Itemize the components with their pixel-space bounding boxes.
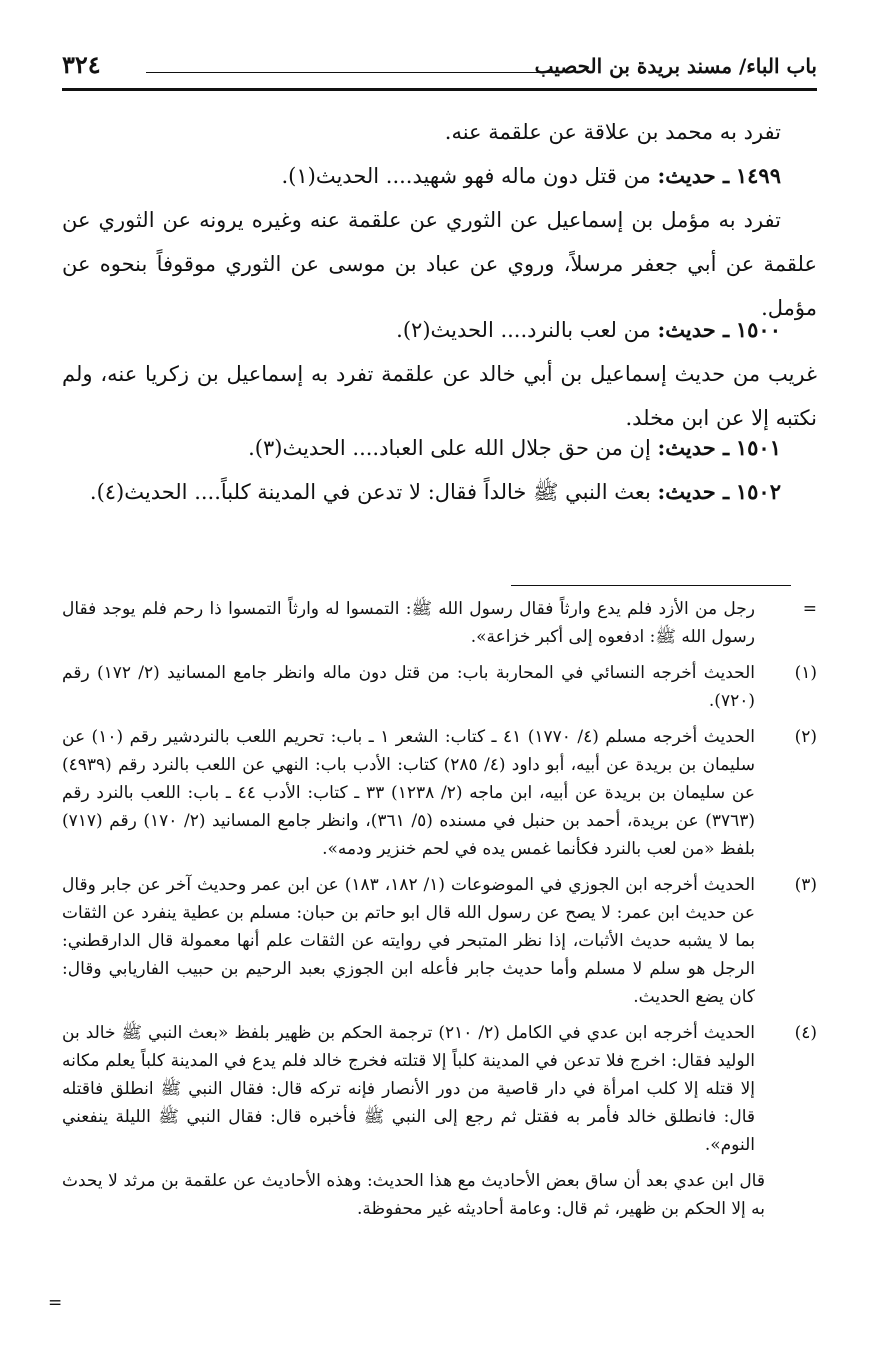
hadith-1500	[62, 308, 817, 352]
hadith-text: بعث النبي ﷺ خالداً فقال: لا تدعن في المدينة كلباً.... الحديث(٤).	[89, 480, 651, 504]
footnote-4	[62, 1019, 817, 1159]
header-rule	[62, 88, 817, 91]
hadith-number: ١٥٠٢	[735, 479, 781, 504]
hadith-number: ١٤٩٩	[735, 163, 781, 188]
hadith-label: ـ حديث:	[657, 479, 730, 504]
hadith-1501	[62, 426, 817, 470]
hadith-text: من لعب بالنرد.... الحديث(٢).	[396, 318, 651, 342]
footnote-separator	[511, 585, 791, 586]
hadith-1502	[62, 470, 817, 558]
footnote-3	[62, 871, 817, 1011]
running-header	[62, 50, 817, 86]
footnote-text: الحديث أخرجه مسلم (٤/ ١٧٧٠) ٤١ ـ كتاب: الشعر ١ ـ باب: تحريم اللعب بالنردشير رقم (١٠) عن سليمان بن بريدة عن أبيه، أبو داود (٤/ ٢٨٥) كتاب: الأدب باب: النهي عن اللعب بالنرد رقم (٤٩٣٩) عن سليمان بن بريدة عن أبيه، ابن ماجه (٢/ ١٢٣٨) ٣٣ ـ كتاب: الأدب ٤٤ ـ باب: اللعب بالنرد رقم (٣٧٦٣) عن بريدة، أحمد بن حنبل في مسنده (٥/ ٣٦١)، وانظر جامع المسانيد (٢/ ١٧٠) رقم (٧١٧) بلفظ «من لعب بالنرد فكأنما غمس يده في لحم خنزير ودمه».	[62, 727, 755, 859]
footnotes	[62, 595, 817, 1223]
footnote-text: الحديث أخرجه النسائي في المحاربة باب: من قتل دون ماله وانظر جامع المسانيد (٢/ ١٧٢) رقم (٧٢٠).	[62, 663, 756, 711]
hadith-number: ١٥٠١	[735, 435, 781, 460]
hadith-text: إن من حق جلال الله على العباد.... الحديث(٣).	[248, 436, 651, 460]
hadith-label: ـ حديث:	[657, 163, 730, 188]
continuation-mark: =	[802, 599, 817, 619]
hadith-text: من قتل دون ماله فهو شهيد.... الحديث(١).	[281, 164, 651, 188]
footnote-text: رجل من الأزد فلم يدع وارثاً فقال رسول الله ﷺ: التمسوا له وارثاً التمسوا ذا رحم فلم يوجد فقال رسول الله ﷺ: ادفعوه إلى أكبر خزاعة».	[62, 599, 755, 647]
footnote-2	[62, 723, 817, 863]
page-number: ٣٢٤	[62, 50, 101, 79]
footnote-continued	[62, 595, 817, 651]
header-leader-line	[146, 72, 555, 73]
footnote-number: (٢)	[794, 727, 817, 747]
footnote-4-continuation: قال ابن عدي بعد أن ساق بعض الأحاديث مع هذا الحديث: وهذه الأحاديث عن علقمة بن مرثد لا يحدث به إلا الحكم بن ظهير، ثم قال: وعامة أحاديثه غير محفوظة.	[62, 1171, 765, 1219]
commentary-paragraph: تفرد به مؤمل بن إسماعيل عن الثوري عن علقمة عنه وغيره يرونه عن الثوري عن علقمة عن أبي جعفر مرسلاً، وروي عن عباد بن موسى عن الثوري موقوفاً بنحوه عن مؤمل.	[62, 208, 817, 320]
footnote-1	[62, 659, 817, 715]
hadith-label: ـ حديث:	[657, 317, 730, 342]
commentary-paragraph: غريب من حديث إسماعيل بن أبي خالد عن علقمة تفرد به إسماعيل بن زكريا عنه، ولم نكتبه إلا عن ابن مخلد.	[62, 362, 817, 430]
footnote-text: الحديث أخرجه ابن عدي في الكامل (٢/ ٢١٠) ترجمة الحكم بن ظهير بلفظ «بعث النبي ﷺ خالد بن الوليد فقال: اخرج فلا تدعن في المدينة كلباً إلا قتلته فخرج خالد فلم يدع في المدينة كلباً يعلم مكانه إلا قتله إلا كلب امرأة في دار قاصية من دور الأنصار فإنه تركه قال: فقال النبي ﷺ انطلق فاقتله قال: فانطلق خالد فأمر به فقتل ثم رجع إلى النبي ﷺ فأخبره قال: فقال النبي ﷺ الليلة ينفعني النوم».	[62, 1023, 755, 1155]
intro-line: تفرد به محمد بن علاقة عن علقمة عنه.	[444, 120, 781, 144]
hadith-number: ١٥٠٠	[735, 317, 781, 342]
footnote-text: الحديث أخرجه ابن الجوزي في الموضوعات (١/ ١٨٢، ١٨٣) عن ابن عمر وحديث آخر عن جابر وقال عن حديث ابن عمر: لا يصح عن رسول الله قال ابو حاتم بن حبان: مسلم بن عطية ينفرد عن الثقات بما لا يشبه حديث الأثبات، إذا نظر المتبحر في روايته عن الثقات علم أنها معمولة قال الدارقطني: الرجل هو سلم لا مسلم وأما حديث جابر فأعله ابن الجوزي بعبد الرحيم بن حبيب الفاريابي وقال: كان يضع الحديث.	[62, 875, 756, 1007]
footnote-number: (٣)	[794, 875, 817, 895]
header-title: باب الباء/ مسند بريدة بن الحصيب	[534, 54, 817, 78]
footnote-number: (٤)	[794, 1023, 817, 1043]
hadith-label: ـ حديث:	[657, 435, 730, 460]
main-text	[62, 110, 817, 558]
footnote-number: (١)	[794, 663, 817, 683]
continuation-mark-end: =	[48, 1293, 63, 1313]
hadith-1499	[62, 154, 817, 198]
